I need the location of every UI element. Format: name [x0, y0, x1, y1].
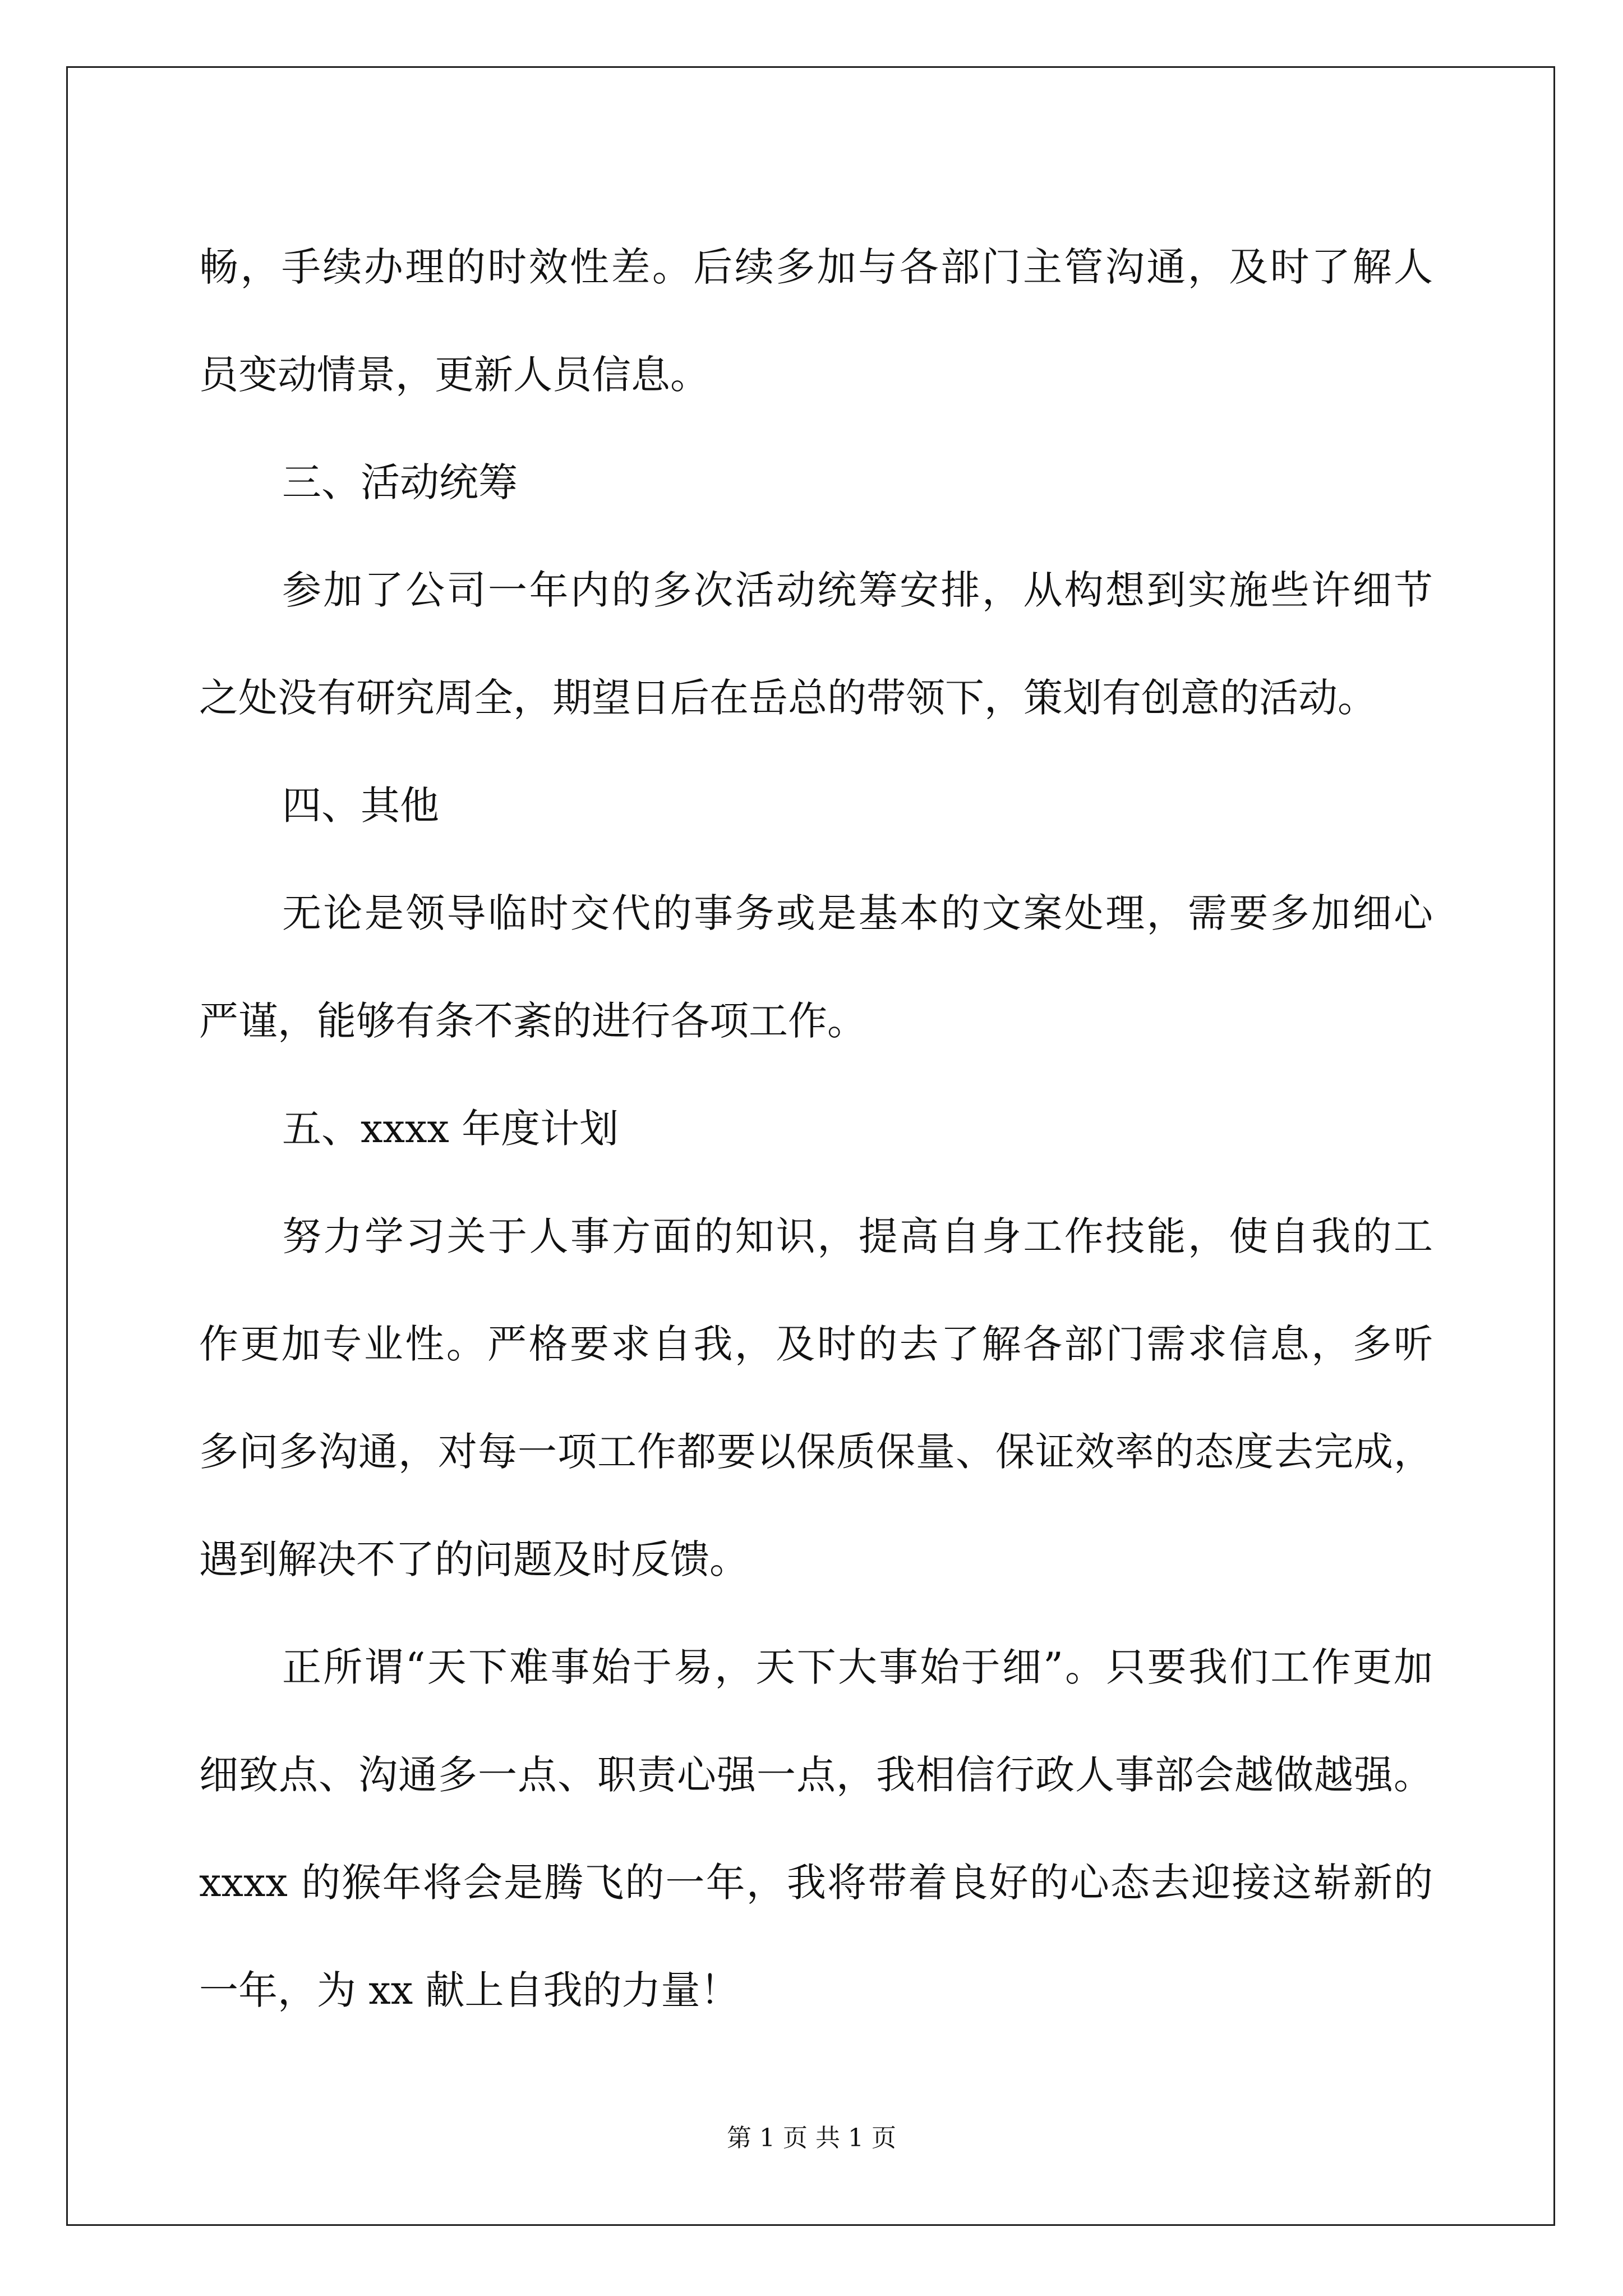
text-line: 严谨，能够有条不紊的进行各项工作。 [199, 998, 866, 1044]
text-line: 一年，为 xx 献上自我的力量！ [199, 1967, 740, 2013]
section-heading: 三、活动统筹 [282, 459, 518, 505]
text-line: 正所谓“天下难事始于易，天下大事始于细”。只要我们工作更加 [282, 1644, 1433, 1690]
text-line: 细致点、沟通多一点、职责心强一点，我相信行政人事部会越做越强。 [199, 1752, 1433, 1798]
text-line: 作更加专业性。严格要求自我，及时的去了解各部门需求信息，多听 [199, 1321, 1433, 1367]
text-line: 努力学习关于人事方面的知识，提高自身工作技能，使自我的工 [282, 1213, 1433, 1259]
text-line: 之处没有研究周全，期望日后在岳总的带领下，策划有创意的活动。 [199, 675, 1377, 721]
text-line: 参加了公司一年内的多次活动统筹安排，从构想到实施些许细节 [282, 567, 1433, 613]
text-line: 无论是领导临时交代的事务或是基本的文案处理，需要多加细心 [282, 890, 1433, 936]
text-line: 多问多沟通，对每一项工作都要以保质保量、保证效率的态度去完成， [199, 1429, 1433, 1475]
text-line: 员变动情景，更新人员信息。 [199, 352, 709, 398]
section-heading: 五、xxxx 年度计划 [282, 1106, 619, 1152]
page-footer: 第 1 页 共 1 页 [727, 2124, 896, 2152]
text-line: xxxx 的猴年将会是腾飞的一年，我将带着良好的心态去迎接这崭新的 [199, 1860, 1433, 1906]
text-line: 畅，手续办理的时效性差。后续多加与各部门主管沟通，及时了解人 [199, 244, 1433, 290]
text-line: 遇到解决不了的问题及时反馈。 [199, 1536, 749, 1582]
document-body [199, 213, 1433, 2044]
section-heading: 四、其他 [282, 783, 439, 829]
